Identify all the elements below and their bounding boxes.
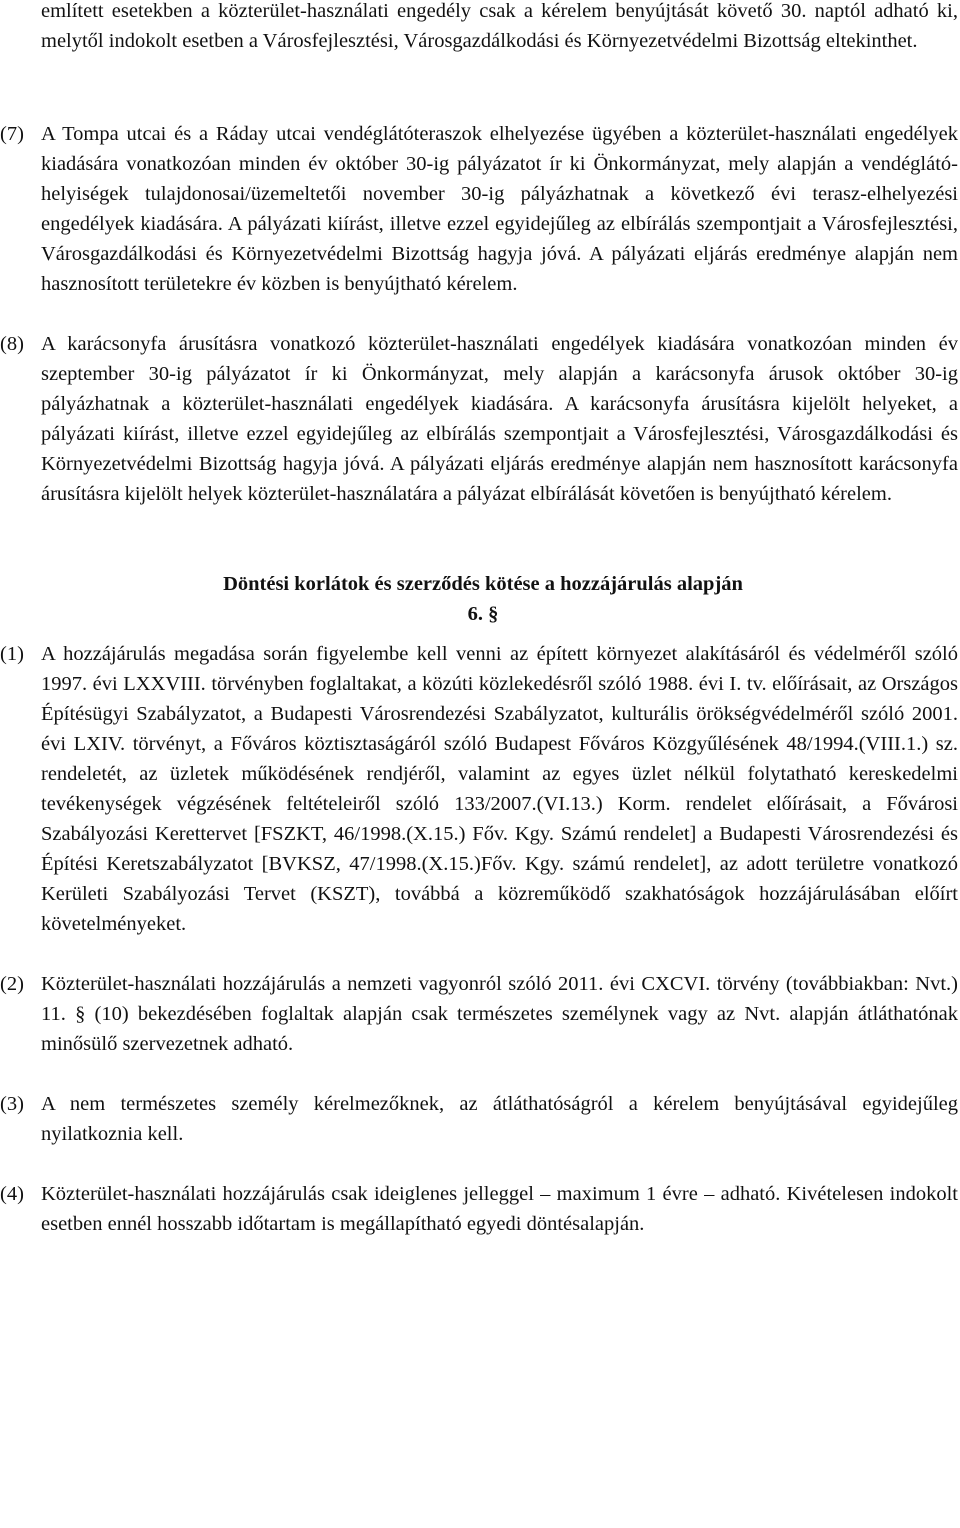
paragraph-number: (4)	[0, 1183, 24, 1205]
paragraph-number: (3)	[0, 1093, 24, 1115]
paragraph-text: Közterület-használati hozzájárulás a nemzeti vagyonról szóló 2011. évi CXCVI. törvény (továbbiakban: Nvt.) 11. § (10) bekezdésében foglaltak alapján csak természetes személynek vagy az Nvt. alapján átláthatónak minősülő szervezetnek adható.	[41, 973, 958, 1055]
paragraph-number: (8)	[0, 333, 24, 355]
paragraph-7	[0, 119, 960, 299]
paragraph-text: Közterület-használati hozzájárulás csak ideiglenes jelleggel – maximum 1 évre – adható. Kivételesen indokolt esetben ennél hosszabb időtartam is megállapítható egyedi döntésalapján.	[41, 1183, 958, 1235]
paragraph-8	[0, 329, 960, 509]
paragraph-text: A karácsonyfa árusításra vonatkozó közterület-használati engedélyek kiadására vonatkozóan minden év szeptember 30-ig pályázatot ír ki Önkormányzat, mely alapján a karácsonyfa árusok október 30-ig pályázhatnak a közterület-használati engedélyek kiadására. A karácsonyfa árusításra kijelölt helyeket, a pályázati kiírást, illetve ezzel egyidejűleg az elbírálás szempontjait a Városfejlesztési, Városgazdálkodási és Környezetvédelmi Bizottság hagyja jóvá. A pályázati eljárás eredménye alapján nem hasznosított karácsonyfa árusításra kijelölt helyek közterület-használatára a pályázat elbírálását követően is benyújtható kérelem.	[41, 333, 958, 505]
section-paragraph-2	[0, 969, 960, 1059]
section-paragraph-4	[0, 1179, 960, 1239]
paragraph-number: (1)	[0, 643, 24, 665]
intro-continuation-text: említett esetekben a közterület-használati engedély csak a kérelem benyújtását követő 30. naptól adható ki, melytől indokolt esetben a Városfejlesztési, Városgazdálkodási és Környezetvédelmi Bizottság eltekinthet.	[41, 0, 958, 52]
section-title: Döntési korlátok és szerződés kötése a hozzájárulás alapján	[223, 573, 743, 595]
section-paragraph-3	[0, 1089, 960, 1149]
paragraph-text: A nem természetes személy kérelmezőknek, az átláthatóságról a kérelem benyújtásával egyidejűleg nyilatkoznia kell.	[41, 1093, 958, 1145]
paragraph-number: (2)	[0, 973, 24, 995]
section-paragraph-1	[0, 639, 960, 939]
paragraph-text: A Tompa utcai és a Ráday utcai vendéglátóteraszok elhelyezése ügyében a közterület-használati engedélyek kiadására vonatkozóan minden év október 30-ig pályázatot ír ki Önkormányzat, mely alapján a vendéglátó-helyiségek tulajdonosai/üzemeltetői november 30-ig pályázhatnak a következő évi terasz-elhelyezési engedélyek kiadására. A pályázati kiírást, illetve ezzel egyidejűleg az elbírálás szempontjait a Városfejlesztési, Városgazdálkodási és Környezetvédelmi Bizottság hagyja jóvá. A pályázati eljárás eredménye alapján nem hasznosított területekre év közben is benyújtható kérelem.	[41, 123, 958, 295]
section-number: 6. §	[467, 603, 499, 625]
paragraph-text: A hozzájárulás megadása során figyelembe kell venni az épített környezet alakításáról és védelméről szóló 1997. évi LXXVIII. törvényben foglaltakat, a közúti közlekedésről szóló 1988. évi I. tv. előírásait, az Országos Építésügyi Szabályzatot, a Budapesti Városrendezési Szabályzatot, kulturális örökségvédelméről szóló 2001. évi LXIV. törvényt, a Főváros köztisztaságáról szóló Budapest Főváros Közgyűlésének 48/1994.(VIII.1.) sz. rendeletét, az üzletek működésének rendjéről, valamint az egyes üzlet nélkül folytatható kereskedelmi tevékenységek végzésének feltételeiről szóló 133/2007.(VI.13.) Korm. rendelet előírásait, a Fővárosi Szabályozási Kerettervet [FSZKT, 46/1998.(X.15.) Főv. Kgy. Számú rendelet] a Budapesti Városrendezési és Építési Keretszabályzatot [BVKSZ, 47/1998.(X.15.)Főv. Kgy. számú rendelet], az adott területre vonatkozó Kerületi Szabályozási Tervet (KSZT), továbbá a közreműködő szakhatóságok hozzájárulásában előírt követelményeket.	[41, 643, 958, 935]
paragraph-number: (7)	[0, 123, 24, 145]
